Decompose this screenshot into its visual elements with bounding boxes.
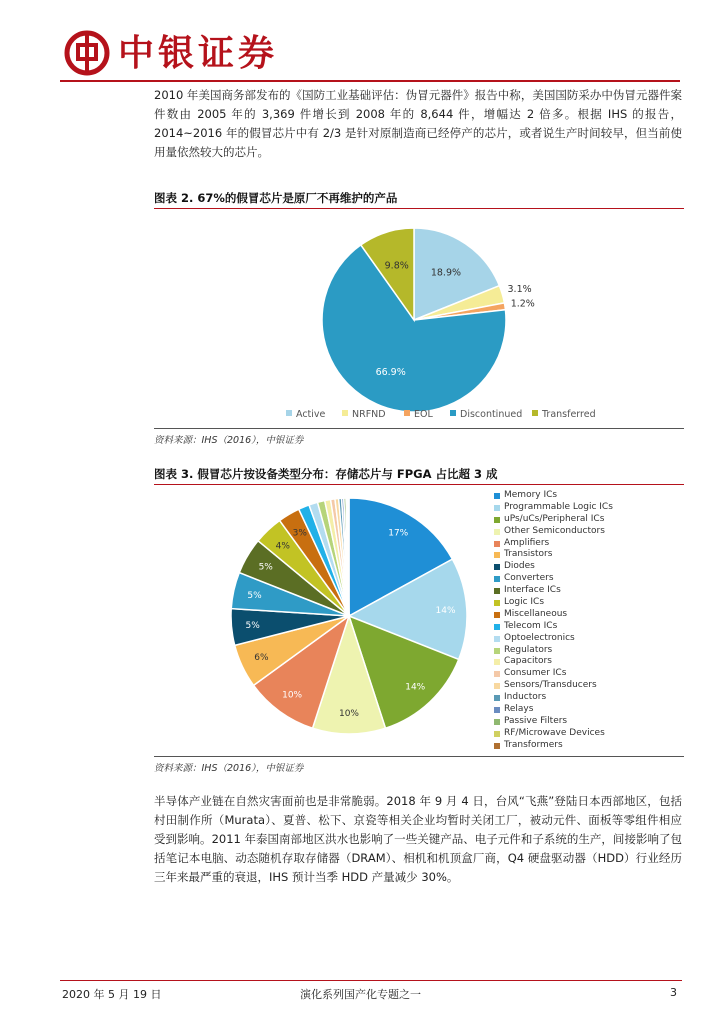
pie-label-eol: 1.2% — [510, 298, 535, 310]
legend-swatch-discontinued — [450, 410, 456, 416]
legend-swatch-ups-ucs-peripheral-ics — [494, 517, 500, 523]
legend-label-transferred: Transferred — [542, 409, 596, 420]
legend-item-rf-microwave-devices — [494, 728, 684, 740]
legend-label-amplifiers: Amplifiers — [504, 537, 550, 548]
legend-swatch-relays — [494, 707, 500, 713]
figure3-top-rule — [154, 484, 684, 485]
pie-label-nrfnd: 3.1% — [507, 284, 532, 296]
legend-item-inductors — [494, 692, 684, 704]
legend-label-transistors: Transistors — [504, 549, 553, 560]
figure3-source: 资料来源：IHS（2016），中银证券 — [154, 763, 304, 774]
legend-item-ups-ucs-peripheral-ics — [494, 514, 684, 526]
logo-text: 中银证券 — [118, 32, 279, 74]
legend-label-optoelectronics: Optoelectronics — [504, 632, 575, 643]
legend-swatch-sensors-transducers — [494, 683, 500, 689]
intro-paragraph: 2010 年美国商务部发布的《国防工业基础评估：伪冒元器件》报告中称，美国国防采办中伪冒元器件案件数由 2005 年的 3,369 件增长到 2008 年的 8,644 件，增幅达 2 倍多。根据 IHS 的报告，2014~2016 年的假冒芯片中有 2/3 是针对原制造商已经停产的芯片，或者说生产时间较早，但当前使用量依然较大的芯片。 — [154, 88, 682, 159]
legend-label-regulators: Regulators — [504, 644, 553, 655]
legend-label-diodes: Diodes — [504, 561, 535, 572]
legend-swatch-capacitors — [494, 659, 500, 665]
legend-swatch-memory-ics — [494, 493, 500, 499]
legend-swatch-nrfnd — [342, 410, 348, 416]
legend-swatch-other-semiconductors — [494, 529, 500, 535]
legend-label-discontinued: Discontinued — [460, 409, 523, 420]
pie-label-interface-ics: 5% — [258, 562, 273, 573]
legend-swatch-miscellaneous — [494, 612, 500, 618]
pie-label-transferred: 9.8% — [384, 260, 409, 272]
pie-label-miscellaneous: 3% — [292, 528, 307, 539]
figure2-top-rule — [154, 208, 684, 209]
footer-page-number: 3 — [670, 986, 677, 999]
header-divider — [60, 80, 680, 82]
pie-label-active: 18.9% — [430, 267, 462, 279]
footer-date: 2020 年 5 月 19 日 — [62, 988, 162, 1001]
bank-of-china-logo-icon — [64, 30, 110, 76]
legend-item-converters — [494, 573, 684, 585]
legend-swatch-inductors — [494, 695, 500, 701]
legend-label-nrfnd: NRFND — [352, 409, 386, 420]
legend-item-optoelectronics — [494, 633, 684, 645]
figure3-title: 图表 3. 假冒芯片按设备类型分布：存储芯片与 FPGA 占比超 3 成 — [154, 467, 498, 481]
body-paragraph: 半导体产业链在自然灾害面前也是非常脆弱。2018 年 9 月 4 日，台风“飞燕”登陆日本西部地区，包括村田制作所（Murata）、夏普、松下、京瓷等相关企业均暂时关闭工厂，被动元件、面板等零组件相应受到影响。2011 年泰国南部地区洪水也影响了一些关键产品、电子元件和子系统的生产，间接影响了包括笔记本电脑、动态随机存取存储器（DRAM）、相机和机顶盒厂商，Q4 硬盘驱动器（HDD）行业经历三年来最严重的衰退，IHS 预计当季 HDD 产量减少 30%。 — [154, 794, 682, 884]
legend-item-sensors-transducers — [494, 680, 684, 692]
legend-label-transformers: Transformers — [504, 739, 563, 750]
legend-item-capacitors — [494, 656, 684, 668]
legend-label-converters: Converters — [504, 573, 554, 584]
figure3-legend — [494, 490, 684, 752]
legend-item-transistors — [494, 549, 684, 561]
legend-item-regulators — [494, 645, 684, 657]
legend-swatch-amplifiers — [494, 541, 500, 547]
footer-series: 演化系列国产化专题之一 — [300, 988, 421, 1001]
legend-swatch-programmable-logic-ics — [494, 505, 500, 511]
legend-label-active: Active — [296, 409, 326, 420]
legend-swatch-logic-ics — [494, 600, 500, 606]
figure3-bottom-rule — [154, 756, 684, 757]
legend-swatch-passive-filters — [494, 719, 500, 725]
legend-item-memory-ics — [494, 490, 684, 502]
legend-label-other-semiconductors: Other Semiconductors — [504, 525, 605, 536]
legend-item-relays — [494, 704, 684, 716]
legend-item-telecom-ics — [494, 621, 684, 633]
legend-item-interface-ics — [494, 585, 684, 597]
legend-label-eol: EOL — [414, 409, 433, 420]
legend-swatch-rf-microwave-devices — [494, 731, 500, 737]
legend-item-amplifiers — [494, 538, 684, 550]
legend-swatch-interface-ics — [494, 588, 500, 594]
pie-label-transistors: 6% — [254, 653, 269, 664]
legend-item-diodes — [494, 561, 684, 573]
pie-label-ups-ucs-peripheral-ics: 14% — [405, 682, 426, 693]
legend-swatch-eol — [404, 410, 410, 416]
figure2-source: 资料来源：IHS（2016），中银证券 — [154, 435, 304, 446]
legend-swatch-telecom-ics — [494, 624, 500, 630]
legend-label-interface-ics: Interface ICs — [504, 585, 561, 596]
legend-swatch-optoelectronics — [494, 636, 500, 642]
legend-swatch-consumer-ics — [494, 671, 500, 677]
pie-label-amplifiers: 10% — [282, 690, 303, 701]
legend-label-passive-filters: Passive Filters — [504, 715, 568, 726]
figure2-title: 图表 2. 67%的假冒芯片是原厂不再维护的产品 — [154, 191, 398, 205]
pie-label-converters: 5% — [247, 590, 262, 601]
legend-label-telecom-ics: Telecom ICs — [504, 620, 558, 631]
legend-swatch-active — [286, 410, 292, 416]
legend-swatch-regulators — [494, 648, 500, 654]
legend-swatch-converters — [494, 576, 500, 582]
legend-label-memory-ics: Memory ICs — [504, 490, 558, 500]
figure3-pie-chart — [154, 486, 494, 754]
figure2-pie-chart — [154, 210, 684, 430]
pie-label-discontinued: 66.9% — [375, 367, 406, 379]
legend-label-programmable-logic-ics: Programmable Logic ICs — [504, 501, 613, 512]
legend-item-miscellaneous — [494, 609, 684, 621]
legend-label-inductors: Inductors — [504, 692, 547, 703]
legend-label-rf-microwave-devices: RF/Microwave Devices — [504, 727, 605, 738]
legend-swatch-diodes — [494, 564, 500, 570]
legend-label-logic-ics: Logic ICs — [504, 597, 545, 608]
legend-label-consumer-ics: Consumer ICs — [504, 668, 567, 679]
legend-swatch-transistors — [494, 552, 500, 558]
legend-item-programmable-logic-ics — [494, 502, 684, 514]
legend-label-capacitors: Capacitors — [504, 656, 552, 667]
pie-label-diodes: 5% — [245, 621, 260, 632]
pie-label-memory-ics: 17% — [388, 528, 409, 539]
pie-label-other-semiconductors: 10% — [338, 708, 360, 719]
figure2-bottom-rule — [154, 428, 684, 429]
footer-divider — [60, 980, 682, 981]
page-header — [60, 28, 680, 80]
legend-label-sensors-transducers: Sensors/Transducers — [504, 680, 597, 691]
legend-label-relays: Relays — [504, 704, 534, 715]
legend-item-other-semiconductors — [494, 526, 684, 538]
legend-item-logic-ics — [494, 597, 684, 609]
pie-label-programmable-logic-ics: 14% — [435, 605, 456, 616]
legend-item-passive-filters — [494, 716, 684, 728]
legend-swatch-transferred — [532, 410, 538, 416]
legend-label-ups-ucs-peripheral-ics: uPs/uCs/Peripheral ICs — [504, 513, 605, 524]
legend-item-consumer-ics — [494, 668, 684, 680]
legend-label-miscellaneous: Miscellaneous — [504, 608, 568, 619]
pie-label-logic-ics: 4% — [275, 541, 290, 552]
legend-item-transformers — [494, 740, 684, 752]
legend-swatch-transformers — [494, 743, 500, 749]
